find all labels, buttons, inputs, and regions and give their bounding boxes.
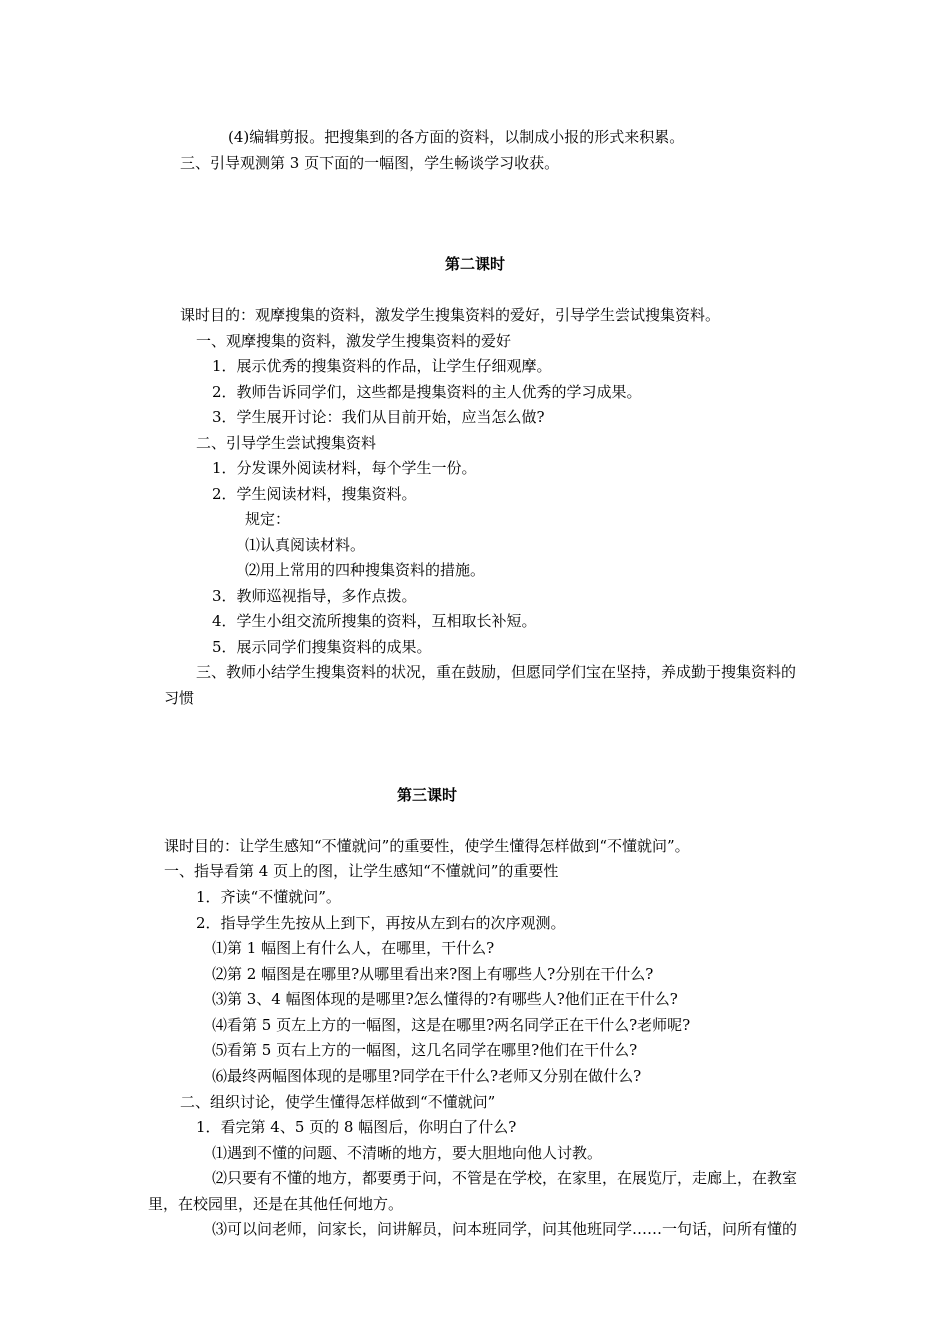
list-item: 1．展示优秀的搜集资料的作品，让学生仔细观摩。 [212, 357, 552, 375]
paragraph-line: 里，在校园里，还是在其他任何地方。 [148, 1195, 404, 1213]
list-item: 1．齐读“不懂就问”。 [196, 888, 341, 906]
list-item: 5．展示同学们搜集资料的成果。 [212, 638, 432, 656]
heading-line: 一、指导看第 4 页上的图，让学生感知“不懂就问”的重要性 [164, 862, 559, 880]
list-item: 1．看完第 4、5 页的 8 幅图后，你明白了什么? [196, 1118, 517, 1136]
paragraph-line: 习惯 [164, 689, 195, 707]
list-item: 3．学生展开讨论：我们从目前开始，应当怎么做? [212, 408, 545, 426]
list-item: 2．指导学生先按从上到下，再按从左到右的次序观测。 [196, 914, 566, 932]
list-item: 2．学生阅读材料，搜集资料。 [212, 485, 417, 503]
paragraph-line: 三、教师小结学生搜集资料的状况，重在鼓励，但愿同学们宝在坚持，养成勤于搜集资料的 [196, 663, 797, 681]
list-item: ⑸看第 5 页右上方的一幅图，这几名同学在哪里?他们在干什么? [212, 1041, 638, 1059]
list-item: ⑵只要有不懂的地方，都要勇于问，不管是在学校，在家里，在展览厅，走廊上，在教室 [212, 1169, 798, 1187]
list-item: ⑷看第 5 页左上方的一幅图，这是在哪里?两名同学正在干什么?老师呢? [212, 1016, 691, 1034]
heading-line: 一、观摩搜集的资料，激发学生搜集资料的爱好 [196, 332, 512, 350]
list-item: ⑹最终两幅图体现的是哪里?同学在干什么?老师又分别在做什么? [212, 1067, 642, 1085]
objective-line: 课时目的：观摩搜集的资料，激发学生搜集资料的爱好，引导学生尝试搜集资料。 [180, 306, 721, 324]
section-title: 第三课时 [397, 786, 458, 804]
list-item: ⑶可以问老师，问家长，问讲解员，问本班同学，问其他班同学……一句话，问所有懂的 [212, 1220, 798, 1238]
list-item: 4．学生小组交流所搜集的资料，互相取长补短。 [212, 612, 537, 630]
objective-line: 课时目的：让学生感知“不懂就问”的重要性，使学生懂得怎样做到“不懂就问”。 [164, 837, 690, 855]
list-item: ⑵第 2 幅图是在哪里?从哪里看出来?图上有哪些人?分别在干什么? [212, 965, 654, 983]
paragraph-line: 三、引导观测第 3 页下面的一幅图，学生畅谈学习收获。 [180, 154, 560, 172]
list-item: ⑶第 3、4 幅图体现的是哪里?怎么懂得的?有哪些人?他们正在干什么? [212, 990, 678, 1008]
list-item: ⑴遇到不懂的问题、不清晰的地方，要大胆地向他人讨教。 [212, 1144, 603, 1162]
section-title: 第二课时 [445, 255, 506, 273]
list-item: ⑵用上常用的四种搜集资料的措施。 [245, 561, 486, 579]
heading-line: 二、组织讨论，使学生懂得怎样做到“不懂就问” [180, 1093, 496, 1111]
list-item: ⑴第 1 幅图上有什么人，在哪里，干什么? [212, 939, 495, 957]
list-item: ⑴认真阅读材料。 [245, 536, 366, 554]
list-item: 2．教师告诉同学们，这些都是搜集资料的主人优秀的学习成果。 [212, 383, 642, 401]
list-item: 1．分发课外阅读材料，每个学生一份。 [212, 459, 477, 477]
heading-line: 二、引导学生尝试搜集资料 [196, 434, 377, 452]
paragraph-line: (4)编辑剪报。把搜集到的各方面的资料，以制成小报的形式来积累。 [228, 128, 685, 146]
list-item: 3．教师巡视指导，多作点拨。 [212, 587, 417, 605]
rule-label: 规定： [245, 510, 291, 528]
